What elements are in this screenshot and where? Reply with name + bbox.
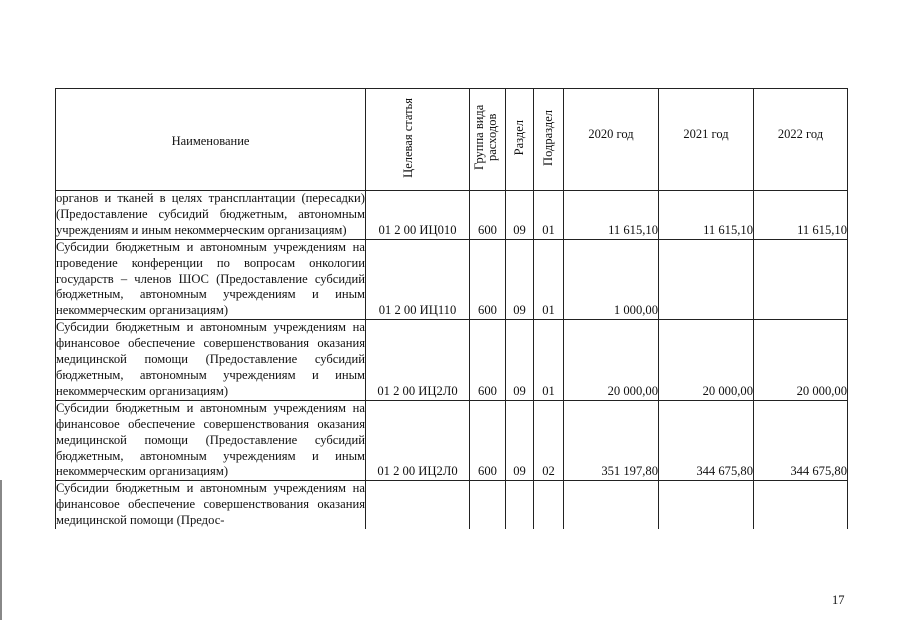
row-subsection: 01 xyxy=(534,320,564,401)
row-2021: 11 615,10 xyxy=(659,191,754,240)
row-name: Субсидии бюджетным и автономным учреждениям на финансовое обеспечение совершенствования оказания медицинской помощи (Предос- xyxy=(56,481,365,528)
row-2020 xyxy=(564,481,659,529)
header-2021: 2021 год xyxy=(659,89,754,191)
row-2020: 1 000,00 xyxy=(564,239,659,320)
row-group: 600 xyxy=(470,191,506,240)
row-subsection xyxy=(534,481,564,529)
row-article: 01 2 00 ИЦ110 xyxy=(366,239,470,320)
header-group: Группа вида расходов xyxy=(470,89,506,191)
row-name: Субсидии бюджетным и автономным учреждениям на финансовое обеспечение совершенствования оказания медицинской помощи (Предоставление субсидий бюджетным, автономным учреждениям и иным некоммерческим организациям) xyxy=(56,400,366,481)
table-row xyxy=(56,400,848,481)
row-name: органов и тканей в целях трансплантации (пересадки) (Предоставление субсидий бюджетным, автономным учреждениям и иным некоммерческим организациям) xyxy=(56,191,366,240)
scan-edge-mark xyxy=(0,480,2,620)
row-subsection: 01 xyxy=(534,191,564,240)
header-section: Раздел xyxy=(506,89,534,191)
row-group: 600 xyxy=(470,400,506,481)
row-article: 01 2 00 ИЦ010 xyxy=(366,191,470,240)
row-section: 09 xyxy=(506,191,534,240)
header-2022: 2022 год xyxy=(754,89,848,191)
row-section: 09 xyxy=(506,239,534,320)
row-subsection: 01 xyxy=(534,239,564,320)
row-2022: 344 675,80 xyxy=(754,400,848,481)
row-2022 xyxy=(754,239,848,320)
table-row xyxy=(56,481,848,529)
row-name: Субсидии бюджетным и автономным учреждениям на финансовое обеспечение совершенствования оказания медицинской помощи (Предоставление субсидий бюджетным, автономным учреждениям и иным некоммерческим организациям) xyxy=(56,320,366,401)
header-name: Наименование xyxy=(56,89,366,191)
table-row xyxy=(56,191,848,240)
header-row xyxy=(56,89,848,191)
table-row xyxy=(56,320,848,401)
row-article xyxy=(366,481,470,529)
row-2022 xyxy=(754,481,848,529)
header-subsection: Подраздел xyxy=(534,89,564,191)
page-number: 17 xyxy=(832,593,845,607)
table-row xyxy=(56,239,848,320)
row-name: Субсидии бюджетным и автономным учреждениям на проведение конференции по вопросам онкологии государств – членов ШОС (Предоставление субсидий бюджетным, автономным учреждениям и иным некоммерческим организациям) xyxy=(56,239,366,320)
row-2021 xyxy=(659,239,754,320)
row-2020: 20 000,00 xyxy=(564,320,659,401)
row-section xyxy=(506,481,534,529)
row-2020: 11 615,10 xyxy=(564,191,659,240)
row-2021: 20 000,00 xyxy=(659,320,754,401)
row-article: 01 2 00 ИЦ2Л0 xyxy=(366,320,470,401)
row-article: 01 2 00 ИЦ2Л0 xyxy=(366,400,470,481)
row-subsection: 02 xyxy=(534,400,564,481)
row-2022: 11 615,10 xyxy=(754,191,848,240)
row-group: 600 xyxy=(470,320,506,401)
row-group: 600 xyxy=(470,239,506,320)
row-group xyxy=(470,481,506,529)
row-section: 09 xyxy=(506,400,534,481)
header-2020: 2020 год xyxy=(564,89,659,191)
row-2021: 344 675,80 xyxy=(659,400,754,481)
row-2020: 351 197,80 xyxy=(564,400,659,481)
row-section: 09 xyxy=(506,320,534,401)
header-article: Целевая статья xyxy=(366,89,470,191)
budget-table xyxy=(55,88,848,529)
row-2022: 20 000,00 xyxy=(754,320,848,401)
row-2021 xyxy=(659,481,754,529)
